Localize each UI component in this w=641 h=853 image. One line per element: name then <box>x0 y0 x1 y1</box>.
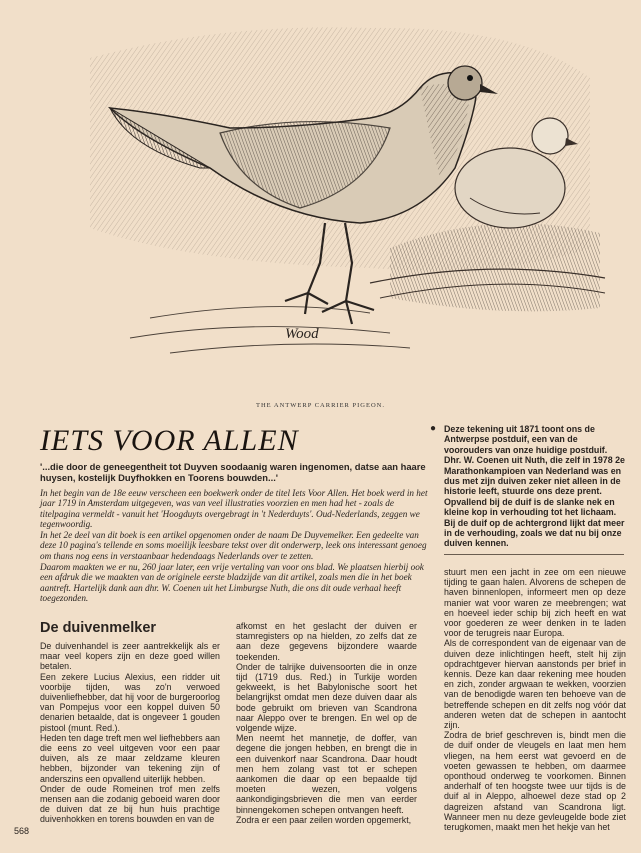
body-paragraph: Zodra de brief geschreven is, bindt men die de duif onder de vleugels en laat men hem vliegen, na hem eerst wat gevoerd en de voeten gewassen te hebben, om daarmee oponthoud onderweg te voorkomen. Binnen anderhalf of ten hoogste twee uur tijds is de duif al in Aleppo, alhoewel deze stad op 2 dagreizen afstand van Scandrona ligt. Wanneer men nu deze gevleugelde bode ziet terugkomen, maakt men het hekje van het <box>444 730 626 833</box>
body-column-3 <box>444 567 626 832</box>
body-paragraph: Onder de talrijke duivensoorten die in onze tijd (1719 dus. Red.) in Turkije worden gekweekt, is het Babylonische soort het belangrijkst omdat men deze duiven daar als bode gebruikt om brieven van Scandrona naar Aleppo over te brengen. En wel op de volgende wijze. <box>236 661 417 734</box>
engraver-signature: Wood <box>285 326 319 342</box>
intro-paragraph: Daarom maakten we er nu, 260 jaar later, een vrije vertaling van voor ons blad. We plaatsen hierbij ook een afdruk die we maakten van de originele eerste bladzijde van dit artikel, zoals men die in het boek aantreft. Hartelijk dank aan dhr. W. Coenen uit het Limburgse Nuth, die ons dit oude verhaal heeft toegezonden. <box>40 562 424 603</box>
body-column-2 <box>236 621 417 825</box>
body-paragraph: Men neemt het mannetje, de doffer, van degene die jongen hebben, en brengt die in een duivenkorf naar Scandrona. Daar houdt men hem zolang vast tot er schepen aankomen die daar op een bepaalde tijd moeten wezen, volgens aankondigingsbrieven die men van eerder binnengekomen schepen ontvangen heeft. <box>236 733 417 815</box>
illustration-caption: THE ANTWERP CARRIER PIGEON. <box>256 402 385 409</box>
body-paragraph: Een zekere Lucius Alexius, een ridder uit voorbije tijden, was zo'n verwoed duivenliefhebber, dat hij voor de burgeroorlog van Pompejus voor een koppel duiven 50 denarien betaalde, dat is ongeveer 1 gouden pistool (munt. Red.). <box>40 671 220 733</box>
intro-paragraph: In het 2e deel van dit boek is een artikel opgenomen onder de naam De Duyvemelker. Een gedeelte van deze 10 pagina's tellende en soms moeilijk leesbare tekst over dit onderwerp, leek ons interessant genoeg om thans nog eens in verstaanbaar hedendaags Nederlands over te zetten. <box>40 530 427 561</box>
body-paragraph: Heden ten dage treft men wel liefhebbers aan die eens zo veel uitgeven voor een paar duiven, als ze maar zeldzame kleuren hebben, bijzonder van tekening zijn of anderszins een opvallend uiterlijk hebben. <box>40 732 220 784</box>
bullet-icon: ● <box>430 423 437 434</box>
divider <box>444 554 624 555</box>
body-paragraph: Zodra er een paar zeilen worden opgemerkt, <box>236 814 412 825</box>
note-text: Deze tekening uit 1871 toont ons de Antwerpse postduif, een van de voorouders van onze huidige postduif. Dhr. W. Coenen uit Nuth, die zelf in 1978 2e Marathonkampioen van Nederland was en dus met zijn duiven zeker niet alleen in de historie leeft, stuurde ons deze prent. Opvallend bij de duif is de slanke nek en kleine kop in verhouding tot het lichaam. Bij de duif op de achtergrond lijkt dat meer in de verhouding, zoals we dat nu bij onze duiven kennen. <box>444 424 625 549</box>
body-column-1 <box>40 641 220 825</box>
body-paragraph: Als de correspondent van de eigenaar van de duiven deze inlichtingen heeft, stelt hij zijn opdrachtgever hiervan aanstonds per brief in kennis. Deze kan daar rekening mee houden en zich, zonder argwaan te wekken, voorzien van de benodigde waren ten behoeve van de betreffende schepen en dit zelfs nog vóór dat anderen weten dat de schepen in aantocht zijn. <box>444 638 626 731</box>
article-quote: '...die door de geneegentheit tot Duyven soodaanig waren ingenomen, datse aan haare huysen, kostelijk Duyfhokken en Toorens bouwden...' <box>40 461 426 483</box>
body-paragraph: De duivenhandel is zeer aantrekkelijk als er maar veel kopers zijn en deze goed willen betalen. <box>40 641 220 672</box>
article-title: IETS VOOR ALLEN <box>40 424 299 457</box>
illustration-note <box>430 424 626 549</box>
body-paragraph: afkomst en het geslacht der duiven er stamregisters op na hielden, zo zelfs dat ze aan deze gegevens bijzondere waarde toekenden. <box>236 621 417 662</box>
page-number: 568 <box>14 826 30 836</box>
intro-paragraph: In het begin van de 18e eeuw verscheen een boekwerk onder de titel Iets Voor Allen. Het boek werd in het jaar 1719 in Amsterdam uitgegeven, was van veel illustraties voorzien en men had het - zoals de titelpagina vermeldt - vanuit het 'Hoogduyts overgebragt in 't Nederduyts'. Oud-Nederlands, zeggen we tegenwoordig. <box>40 488 428 529</box>
pigeon-engraving <box>70 18 610 388</box>
body-paragraph: Onder de oude Romeinen trof men zelfs mensen aan die zodanig geboeid waren door de duiven dat ze bij hun huis prachtige duivenhokken en torens bouwden en van de <box>40 783 220 825</box>
section-heading: De duivenmelker <box>40 620 157 636</box>
body-paragraph: stuurt men een jacht in zee om een nieuwe tijding te gaan halen. Alvorens de schepen de haven binnenlopen, informeert men op deze manier wat voor waren ze meebrengen; wat en hoeveel ieder schip bij zich heeft en wat voor goederen ze weer denken in te laden voor de terugreis naar Europa. <box>444 567 626 639</box>
article-intro <box>40 488 436 604</box>
